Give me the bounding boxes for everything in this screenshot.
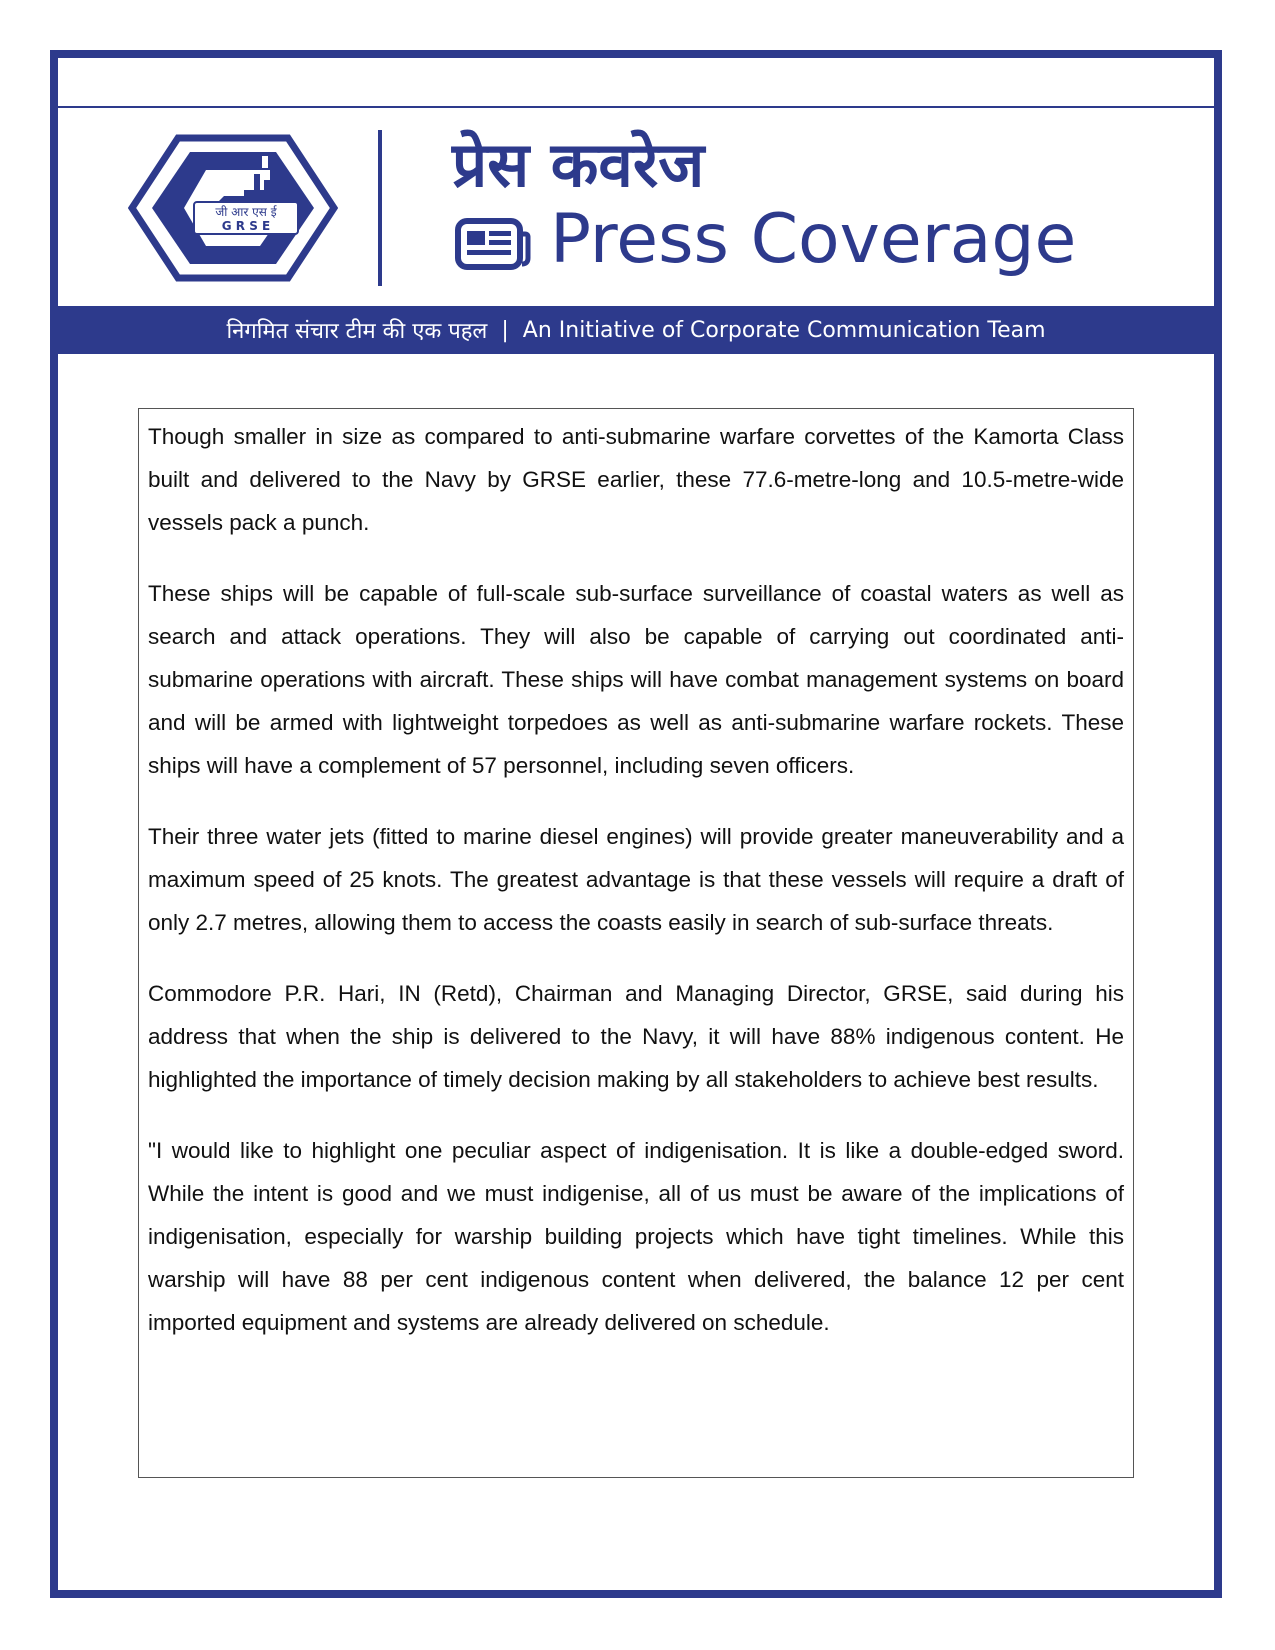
banner-text-english: An Initiative of Corporate Communication Team [522,317,1046,343]
article-paragraph: "I would like to highlight one peculiar aspect of indigenisation. It is like a double-edged sword. While the intent is good and we must indigenise, all of us must be aware of the implications of indigenisation, especially for warship building projects which have tight timelines. While this warship will have 88 per cent indigenous content when delivered, the balance 12 per cent imported equipment and systems are already delivered on schedule. [148,1138,1124,1335]
grse-logo [128,134,338,282]
title-hindi: प्रेस कवरेज [452,128,705,201]
initiative-banner [58,306,1214,354]
title-english: Press Coverage [550,200,1077,279]
banner-text-hindi: निगमित संचार टीम की एक पहल [226,319,488,344]
header-vertical-divider [378,130,382,286]
logo-text-hindi: जी आर एस ई [215,205,277,219]
article-paragraph: Commodore P.R. Hari, IN (Retd), Chairman and Managing Director, GRSE, said during his address that when the ship is delivered to the Navy, it will have 88% indigenous content. He highlighted the importance of timely decision making by all stakeholders to achieve best results. [148,981,1124,1092]
newspaper-icon [455,218,531,270]
banner-separator: | [501,317,509,343]
article-paragraph: Though smaller in size as compared to anti-submarine warfare corvettes of the Kamorta Class built and delivered to the Navy by GRSE earlier, these 77.6-metre-long and 10.5-metre-wide vessels pack a punch. [148,424,1124,535]
logo-text-english: G R S E [221,219,271,233]
article-box [138,408,1134,1478]
article-paragraph: Their three water jets (fitted to marine diesel engines) will provide greater maneuverability and a maximum speed of 25 knots. The greatest advantage is that these vessels will require a draft of only 2.7 metres, allowing them to access the coasts easily in search of sub-surface threats. [148,824,1124,935]
article-paragraph: These ships will be capable of full-scale sub-surface surveillance of coastal waters as well as search and attack operations. They will also be capable of carrying out coordinated anti-submarine operations with aircraft. These ships will have combat management systems on board and will be armed with lightweight torpedoes as well as anti-submarine warfare rockets. These ships will have a complement of 57 personnel, including seven officers. [148,581,1124,778]
header-top-rule [58,106,1214,108]
